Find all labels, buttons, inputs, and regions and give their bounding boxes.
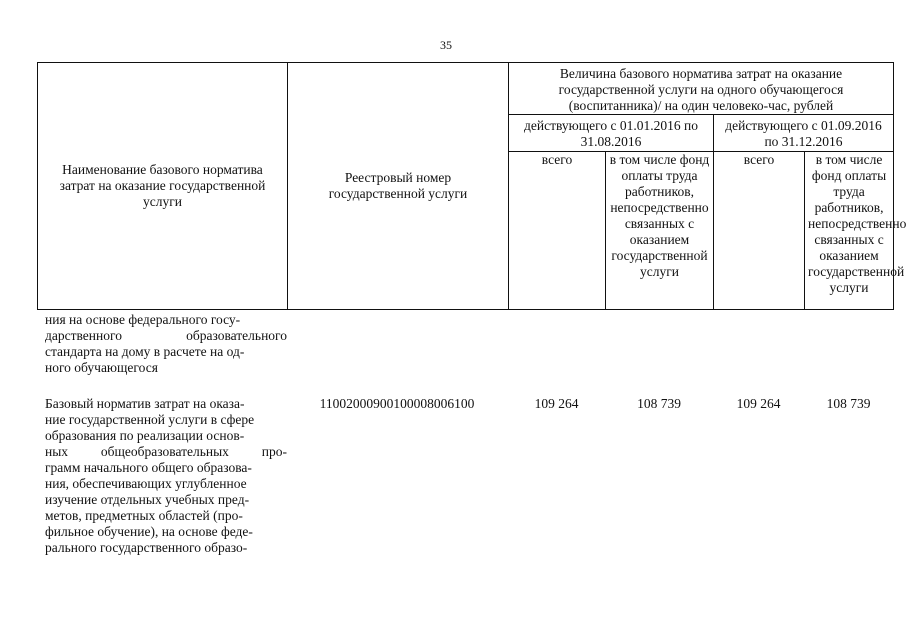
- row-name-line: ных общеобразовательных про-: [45, 444, 287, 459]
- continued-line: ного обучающегося: [45, 360, 158, 375]
- header-p2-fund-label: в том числе фонд оплаты труда работников, непосредственно связанных с оказанием государственной услуги: [808, 152, 906, 295]
- row-name-line: ние государственной услуги в сфере: [45, 412, 255, 427]
- registry-number: 11002000900100008006100: [319, 396, 475, 411]
- header-value-group-label: Величина базового норматива затрат на оказание государственной услуги на одного обучающегося (воспитанника)/ на один человеко-час, рублей: [558, 66, 844, 113]
- row-name-line: ния, обеспечивающих углубленное: [45, 476, 247, 491]
- p1-fund-value: 108 739: [637, 396, 681, 411]
- row-name-text: [45, 396, 287, 556]
- row-name-line: образования по реализации основ-: [45, 428, 245, 443]
- row-name-line: рального государственного образо-: [45, 540, 248, 555]
- header-period2-label: действующего с 01.09.2016 по 31.12.2016: [725, 118, 882, 149]
- row-name-line: фильное обучение), на основе феде-: [45, 524, 253, 539]
- header-p2-total-cell: [714, 152, 805, 310]
- row-name-line: метов, предметных областей (про-: [45, 508, 243, 523]
- header-name-cell: [38, 63, 288, 310]
- row-name-line: Базовый норматив затрат на оказа-: [45, 396, 245, 411]
- header-period1-cell: [509, 115, 714, 152]
- header-p2-total-label: всего: [743, 152, 775, 167]
- continued-line: дарственного образовательного: [45, 328, 287, 343]
- header-p1-fund-cell: [606, 152, 714, 310]
- header-p1-fund-label: в том числе фонд оплаты труда работников, непосредственно связанных с оказанием государственной услуги: [609, 152, 710, 279]
- row-name-line: изучение отдельных учебных пред-: [45, 492, 250, 507]
- header-value-group-cell: [509, 63, 894, 115]
- header-name-label: Наименование базового норматива затрат на оказание государственной услуги: [59, 162, 266, 209]
- header-table: [37, 62, 906, 310]
- p2-fund-value: 108 739: [826, 396, 871, 411]
- header-registry-cell: [288, 63, 509, 310]
- page-number: 35: [440, 38, 452, 52]
- header-p2-fund-cell: [805, 152, 906, 310]
- continued-line: стандарта на дому в расчете на од-: [45, 344, 245, 359]
- header-registry-label: Реестровый номер государственной услуги: [328, 170, 468, 201]
- header-period2-cell: [714, 115, 894, 152]
- continued-row-text: [45, 312, 287, 376]
- p1-total-value: 109 264: [534, 396, 579, 411]
- header-p1-total-label: всего: [541, 152, 573, 167]
- header-period1-label: действующего с 01.01.2016 по 31.08.2016: [524, 118, 698, 149]
- row-name-line: грамм начального общего образова-: [45, 460, 252, 475]
- header-p1-total-cell: [509, 152, 606, 310]
- continued-line: ния на основе федерального госу-: [45, 312, 241, 327]
- p2-total-value: 109 264: [736, 396, 781, 411]
